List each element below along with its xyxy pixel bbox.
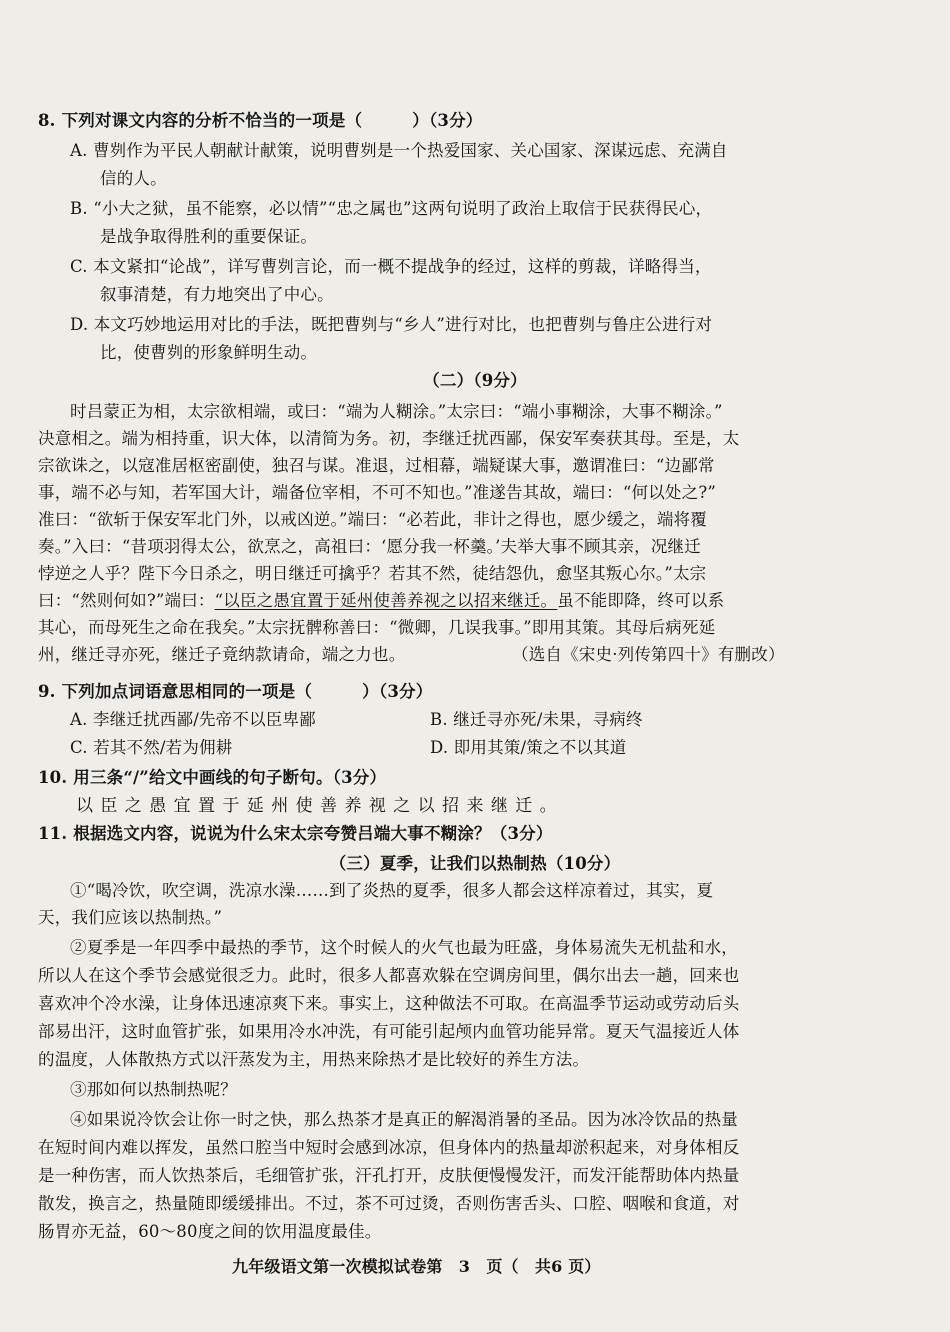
- q9-option-c: C. 若其不然/若为佣耕: [70, 738, 233, 757]
- article-line: 喜欢冲个冷水澡，让身体迅速凉爽下来。事实上，这种做法不可取。在高温季节运动或劳动后头: [38, 994, 740, 1013]
- passage-text: 虽不能即降，终可以系: [557, 591, 725, 610]
- q10-sentence: 以 臣 之 愚 宜 置 于 延 州 使 善 养 视 之 以 招 来 继 迁 。: [76, 796, 558, 816]
- passage-line: 州，继迁寻亦死，继迁子竟纳款请命，端之力也。: [38, 645, 406, 664]
- page-footer: 九年级语文第一次模拟试卷第 3 页（ 共6 页）: [232, 1257, 601, 1276]
- passage-line: 宗欲诛之，以寇准居枢密副使，独召与谋。准退，过相幕，端疑谋大事，邀谓准曰：“边鄙常: [38, 456, 715, 475]
- article-line: 散发，换言之，热量随即缓缓排出。不过，茶不可过烫，否则伤害舌头、口腔、咽喉和食道，对: [38, 1194, 740, 1213]
- q9-option-b: B. 继迁寻亦死/未果，寻病终: [430, 710, 643, 729]
- article-line: ②夏季是一年四季中最热的季节，这个时候人的火气也最为旺盛，身体易流失无机盐和水，: [70, 938, 738, 957]
- article-line: 是一种伤害，而人饮热茶后，毛细管扩张，汗孔打开，皮肤便慢慢发汗，而发汗能帮助体内热量: [38, 1166, 740, 1185]
- q8-option-b-line1: B. “小大之狱，虽不能察，必以情”“忠之属也”这两句说明了政治上取信于民获得民心，: [70, 199, 713, 218]
- passage-line-with-underline: [38, 587, 950, 615]
- q8-option-c-line1: C. 本文紧扣“论战”，详写曹刿言论，而一概不提战争的经过，这样的剪裁，详略得当，: [70, 257, 712, 276]
- article-line: 天，我们应该以热制热。”: [38, 908, 223, 927]
- passage-line: 准曰：“欲斩于保安军北门外，以戒凶逆。”端曰：“必若此，非计之得也，愿少缓之，端将覆: [38, 510, 707, 529]
- q11-stem: 11. 根据选文内容，说说为什么宋太宗夸赞吕端大事不糊涂？（3分）: [38, 824, 553, 843]
- q10-stem: 10. 用三条“/”给文中画线的句子断句。（3分）: [38, 768, 387, 787]
- article-line: 在短时间内难以挥发，虽然口腔当中短时会感到冰凉，但身体内的热量却淤积起来，对身体相反: [38, 1138, 740, 1157]
- underlined-sentence: “以臣之愚宜置于延州使善养视之以招来继迁。: [214, 591, 558, 610]
- q9-option-a: A. 李继迁扰西鄙/先帝不以臣卑鄙: [70, 710, 316, 729]
- article-line: 的温度，人体散热方式以汗蒸发为主，用热来除热才是比较好的养生方法。: [38, 1050, 590, 1069]
- article-line: ④如果说冷饮会让你一时之快，那么热茶才是真正的解渴消暑的圣品。因为冰冷饮品的热量: [70, 1110, 738, 1129]
- q8-option-c-line2: 叙事清楚，有力地突出了中心。: [100, 285, 334, 304]
- passage-line: 决意相之。端为相持重，识大体，以清简为务。初，李继迁扰西鄙，保安军奏获其母。至是，太: [38, 429, 740, 448]
- q8-stem: 8. 下列对课文内容的分析不恰当的一项是（ ）（3分）: [38, 111, 483, 130]
- section3-title: （三）夏季，让我们以热制热（10分）: [329, 854, 621, 873]
- q8-option-d-line2: 比，使曹刿的形象鲜明生动。: [100, 343, 318, 362]
- article-line: ①“喝冷饮，吹空调，洗凉水澡……到了炎热的夏季，很多人都会这样凉着过，其实，夏: [70, 881, 714, 900]
- q8-option-a-line2: 信的人。: [100, 169, 167, 188]
- q8-option-d-line1: D. 本文巧妙地运用对比的手法，既把曹刿与“乡人”进行对比，也把曹刿与鲁庄公进行对: [70, 315, 713, 334]
- article-line: 肠胃亦无益，60～80度之间的饮用温度最佳。: [38, 1222, 382, 1241]
- passage-text: 曰：“然则何如?”端曰：: [38, 591, 215, 610]
- passage-line: 时吕蒙正为相，太宗欲相端，或曰：“端为人糊涂。”太宗曰：“端小事糊涂，大事不糊涂。”: [70, 402, 723, 421]
- q9-stem: 9. 下列加点词语意思相同的一项是（ ）（3分）: [38, 682, 433, 701]
- article-line: 部易出汗，这时血管扩张，如果用冷水冲洗，有可能引起颅内血管功能异常。夏天气温接近人体: [38, 1022, 740, 1041]
- article-line: ③那如何以热制热呢？: [70, 1080, 237, 1099]
- q8-option-a-line1: A. 曹刿作为平民人朝献计献策，说明曹刿是一个热爱国家、关心国家、深谋远虑、充满自: [70, 141, 728, 160]
- passage-line: 悖逆之人乎？陛下今日杀之，明日继迁可擒乎？若其不然，徒结怨仇，愈坚其叛心尔。”太宗: [38, 564, 707, 583]
- article-line: 所以人在这个季节会感觉很乏力。此时，很多人都喜欢躲在空调房间里，偶尔出去一趟，回来也: [38, 966, 740, 985]
- passage-line: 奏。”入曰：“昔项羽得太公，欲烹之，高祖曰：‘愿分我一杯羹。’夫举大事不顾其亲，况继迁: [38, 537, 701, 556]
- passage-line: 事，端不必与知，若军国大计，端备位宰相，不可不知也。”准遂告其故，端曰：“何以处之?”: [38, 483, 717, 502]
- q8-option-b-line2: 是战争取得胜利的重要保证。: [100, 227, 318, 246]
- passage-line: 其心，而母死生之命在我矣。”太宗抚髀称善曰：“微卿，几误我事。”即用其策。其母后病死延: [38, 618, 716, 637]
- section2-title: （二）（9分）: [423, 371, 527, 390]
- q9-option-d: D. 即用其策/策之不以其道: [430, 738, 627, 757]
- passage-source: （选自《宋史·列传第四十》有删改）: [512, 645, 785, 664]
